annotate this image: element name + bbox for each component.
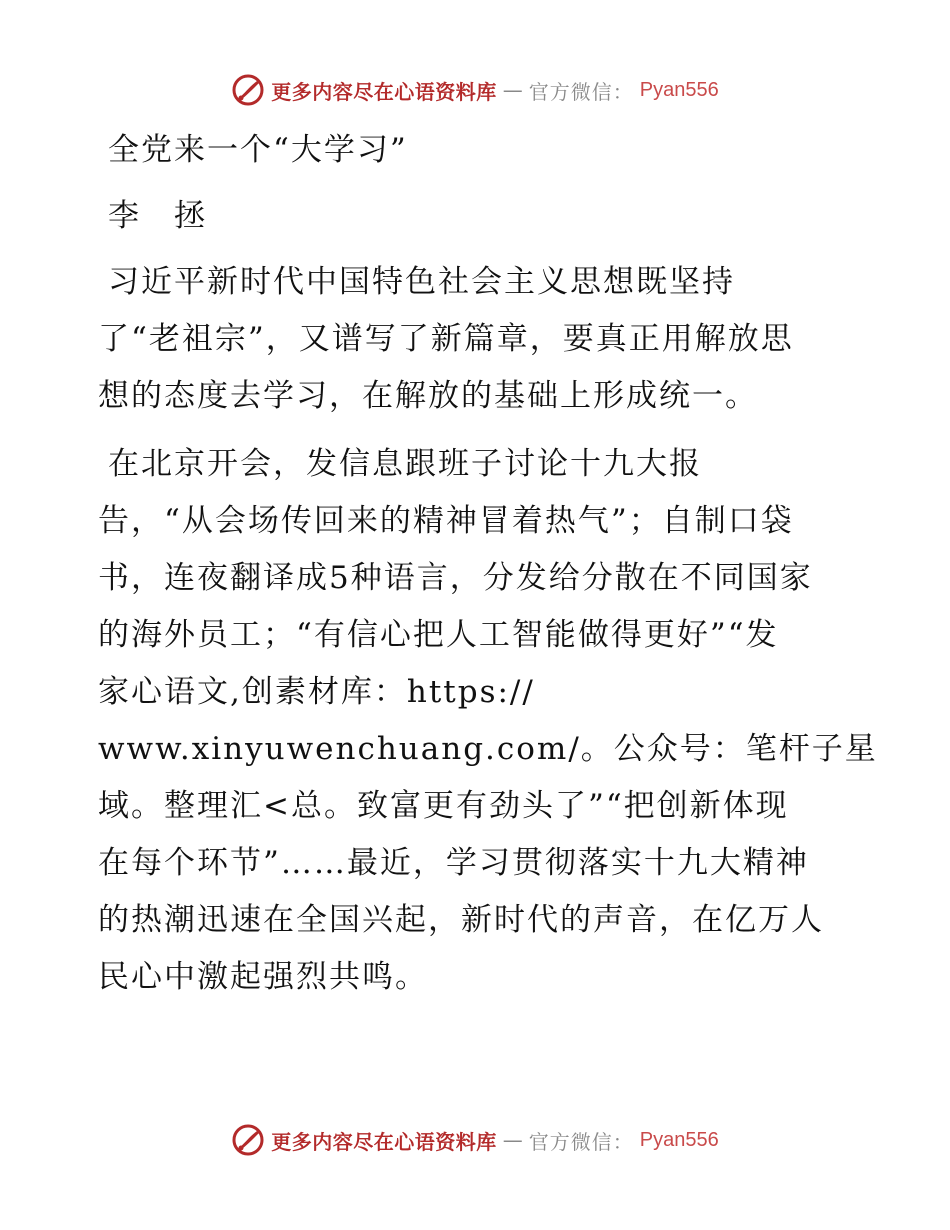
banner-wechat-label: 官方微信： (528, 79, 634, 104)
paragraph-line: 家心语文,创素材库：https:// (98, 674, 535, 710)
paragraph-line: 的热潮迅速在全国兴起，新时代的声音，在亿万人 (98, 902, 824, 938)
paragraph-line: 民心中激起强烈共鸣。 (98, 959, 428, 995)
brush-logo-icon (231, 1123, 265, 1157)
paragraph-line: 域。整理汇<总。致富更有劲头了”“把创新体现 (98, 788, 789, 824)
paragraph-line: 告，“从会场传回来的精神冒着热气”；自制口袋 (98, 503, 794, 539)
document-body (98, 122, 878, 1006)
banner-text: 更多内容尽在心语资料库 (271, 79, 497, 104)
banner-text: 更多内容尽在心语资料库 (271, 1129, 497, 1154)
paragraph-line: 在北京开会，发信息跟班子讨论十九大报 (108, 446, 702, 482)
article-author: 李 拯 (108, 198, 207, 234)
article-title: 全党来一个“大学习” (108, 132, 408, 168)
paragraph-line: 了“老祖宗”，又谱写了新篇章，要真正用解放思 (98, 321, 794, 357)
footer-banner (0, 1120, 950, 1160)
paragraph-line: 在每个环节”……最近，学习贯彻落实十九大精神 (98, 845, 809, 881)
paragraph-2 (98, 436, 878, 1006)
paragraph-line: 的海外员工；“有信心把人工智能做得更好”“发 (98, 617, 779, 653)
brush-logo-icon (231, 73, 265, 107)
paragraph-line: 书，连夜翻译成5种语言，分发给分散在不同国家 (98, 560, 813, 596)
paragraph-line: www.xinyuwenchuang.com/。公众号：笔杆子星 (98, 731, 878, 767)
header-banner (0, 70, 950, 110)
banner-wechat-label: 官方微信： (528, 1129, 634, 1154)
banner-dash: — (502, 1128, 523, 1152)
banner-wechat-id: Pyan556 (639, 1128, 719, 1151)
paragraph-line: 习近平新时代中国特色社会主义思想既坚持 (108, 264, 735, 300)
banner-dash: — (502, 78, 523, 102)
paragraph-line: 想的态度去学习，在解放的基础上形成统一。 (98, 378, 758, 414)
banner-wechat-id: Pyan556 (639, 78, 719, 101)
paragraph-1 (98, 254, 848, 425)
